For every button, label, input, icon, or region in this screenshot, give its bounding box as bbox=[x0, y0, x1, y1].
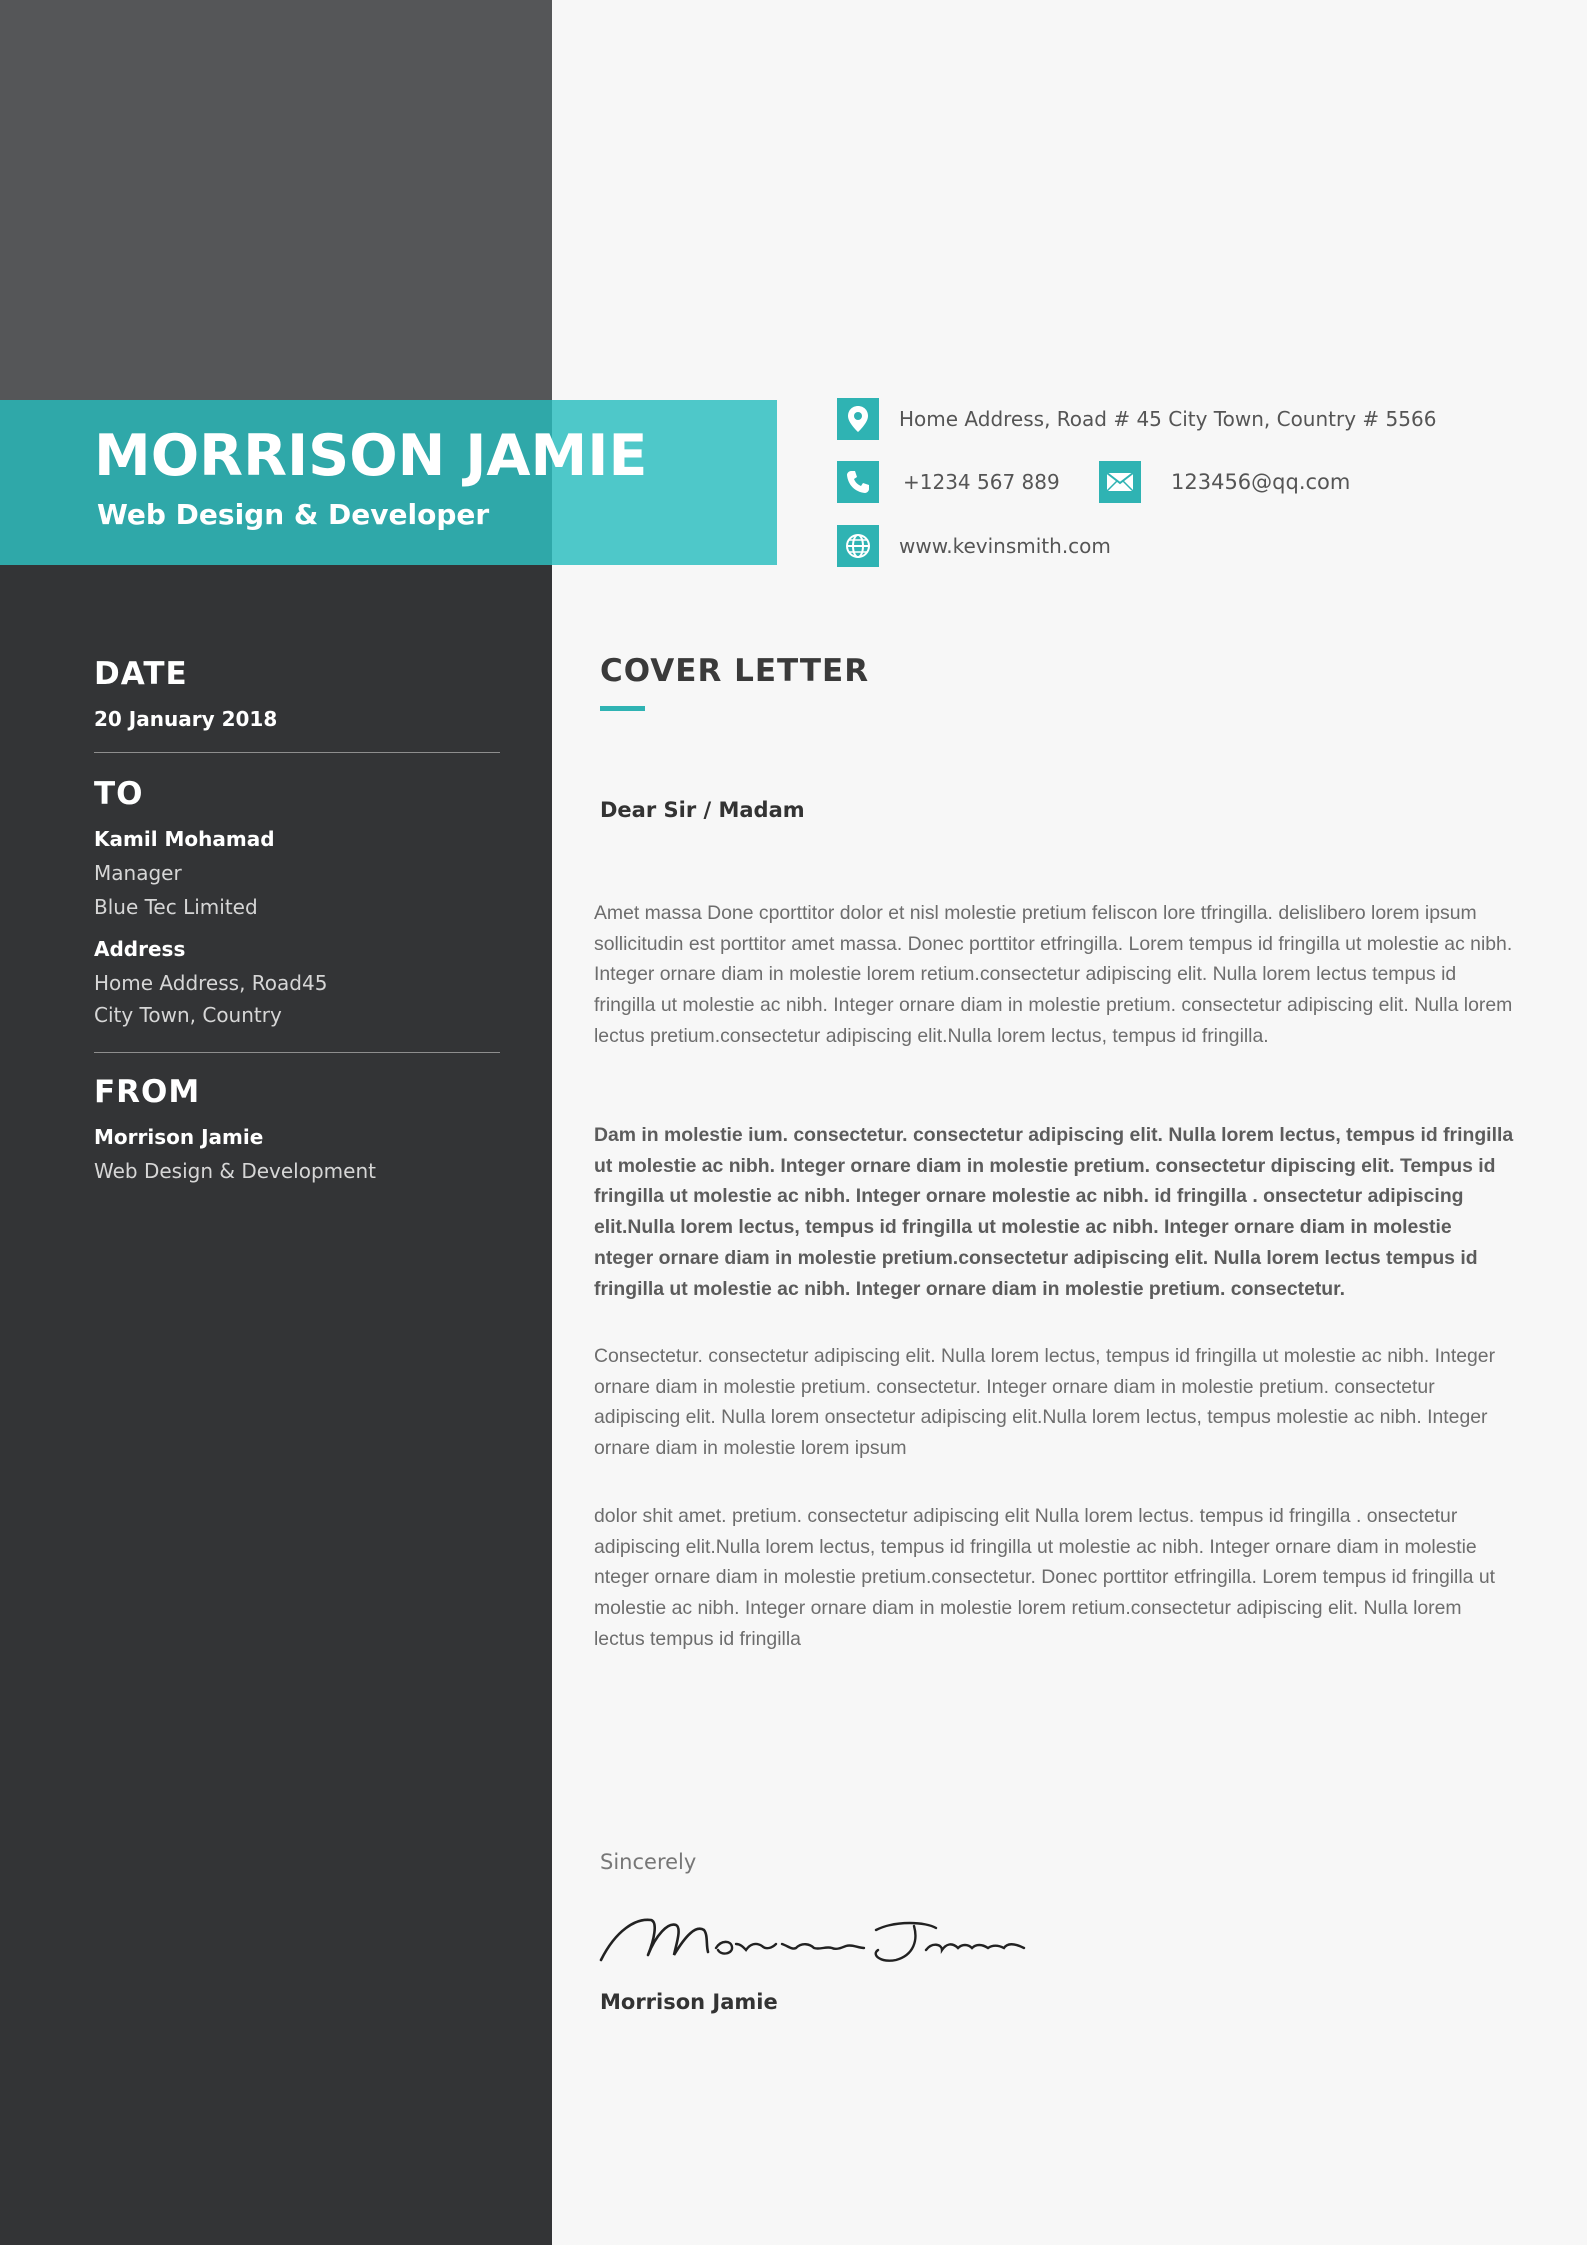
recipient-address-line1: Home Address, Road45 bbox=[94, 971, 328, 995]
salutation: Dear Sir / Madam bbox=[600, 798, 805, 822]
contact-website[interactable]: www.kevinsmith.com bbox=[899, 534, 1111, 558]
contact-phone-row bbox=[837, 461, 1060, 503]
recipient-address-line2: City Town, Country bbox=[94, 1003, 282, 1027]
contact-address: Home Address, Road # 45 City Town, Country # 5566 bbox=[899, 407, 1437, 431]
mail-icon bbox=[1099, 461, 1141, 503]
date-heading: DATE bbox=[94, 656, 188, 692]
letter-paragraph-2: Dam in molestie ium. consectetur. consectetur adipiscing elit. Nulla lorem lectus, tempus id fringilla ut molestie ac nibh. Integer ornare diam in molestie pretium. consectetur dipiscing elit. Tempus id fringilla ut molestie ac nibh. Integer ornare molestie ac nibh. id fringilla . onsectetur adipiscing elit.Nulla lorem lectus, tempus id fringilla ut molestie ac nibh. Integer ornare diam in molestie nteger ornare diam in molestie pretium.consectetur adipiscing elit. Nulla lorem lectus tempus id fringilla ut molestie ac nibh. Integer ornare diam in molestie pretium. consectetur. bbox=[594, 1124, 1514, 1300]
recipient-name: Kamil Mohamad bbox=[94, 827, 275, 851]
contact-website-row bbox=[837, 525, 1111, 567]
recipient-title: Manager bbox=[94, 861, 182, 885]
sender-name: Morrison Jamie bbox=[94, 1125, 264, 1149]
sidebar-top-panel bbox=[0, 0, 552, 400]
name-banner bbox=[0, 400, 777, 565]
recipient-company: Blue Tec Limited bbox=[94, 895, 258, 919]
letter-paragraph-3: Consectetur. consectetur adipiscing elit. Nulla lorem lectus, tempus id fringilla ut molestie ac nibh. Integer ornare diam in molestie pretium. consectetur. Integer ornare diam in molestie pretium. consectetur adipiscing elit. Nulla lorem onsectetur adipiscing elit.Nulla lorem lectus, tempus molestie ac nibh. Integer ornare diam in molestie lorem ipsum bbox=[594, 1345, 1496, 1460]
applicant-role: Web Design & Developer bbox=[97, 498, 490, 531]
address-label: Address bbox=[94, 937, 186, 961]
title-accent-bar bbox=[600, 706, 645, 711]
to-heading: TO bbox=[94, 776, 144, 812]
date-value: 20 January 2018 bbox=[94, 707, 278, 731]
contact-email-row bbox=[1099, 461, 1350, 503]
from-heading: FROM bbox=[94, 1074, 201, 1110]
contact-address-row bbox=[837, 398, 1436, 440]
sidebar-panel bbox=[0, 565, 552, 2245]
closing: Sincerely bbox=[600, 1850, 697, 1874]
handwritten-signature bbox=[596, 1900, 1036, 1984]
letter-paragraph-4: dolor shit amet. pretium. consectetur adipiscing elit Nulla lorem lectus. tempus id fringilla . onsectetur adipiscing elit.Nulla lorem lectus, tempus id fringilla ut molestie ac nibh. Integer ornare diam in molestie nteger ornare diam in molestie pretium.consectetur. Donec porttitor etfringilla. Lorem tempus id fringilla ut molestie ac nibh. Integer ornare diam in molestie lorem retium.consectetur adipiscing elit. Nulla lorem lectus tempus id fringilla bbox=[594, 1505, 1496, 1650]
letter-paragraph-1: Amet massa Done cporttitor dolor et nisl molestie pretium feliscon lore tfringilla. delislibero lorem ipsum sollicitudin est porttitor amet massa. Donec porttitor etfringilla. Lorem tempus id fringilla ut molestie ac nibh. Integer ornare diam in molestie lorem retium.consectetur adipiscing elit. Nulla lorem lectus tempus id fringilla ut molestie ac nibh. Integer ornare diam in molestie pretium. consectetur adipiscing elit. Nulla lorem lectus pretium.consectetur adipiscing elit.Nulla lorem lectus, tempus id fringilla. bbox=[594, 902, 1513, 1047]
contact-phone: +1234 567 889 bbox=[903, 470, 1060, 494]
divider bbox=[94, 1052, 500, 1053]
phone-icon bbox=[837, 461, 879, 503]
sender-title: Web Design & Development bbox=[94, 1159, 376, 1183]
letter-title: COVER LETTER bbox=[600, 653, 870, 689]
contact-email[interactable]: 123456@qq.com bbox=[1171, 470, 1351, 494]
divider bbox=[94, 752, 500, 753]
globe-icon bbox=[837, 525, 879, 567]
signer-name: Morrison Jamie bbox=[600, 1990, 778, 2014]
applicant-name: MORRISON JAMIE bbox=[94, 423, 648, 489]
map-pin-icon bbox=[837, 398, 879, 440]
